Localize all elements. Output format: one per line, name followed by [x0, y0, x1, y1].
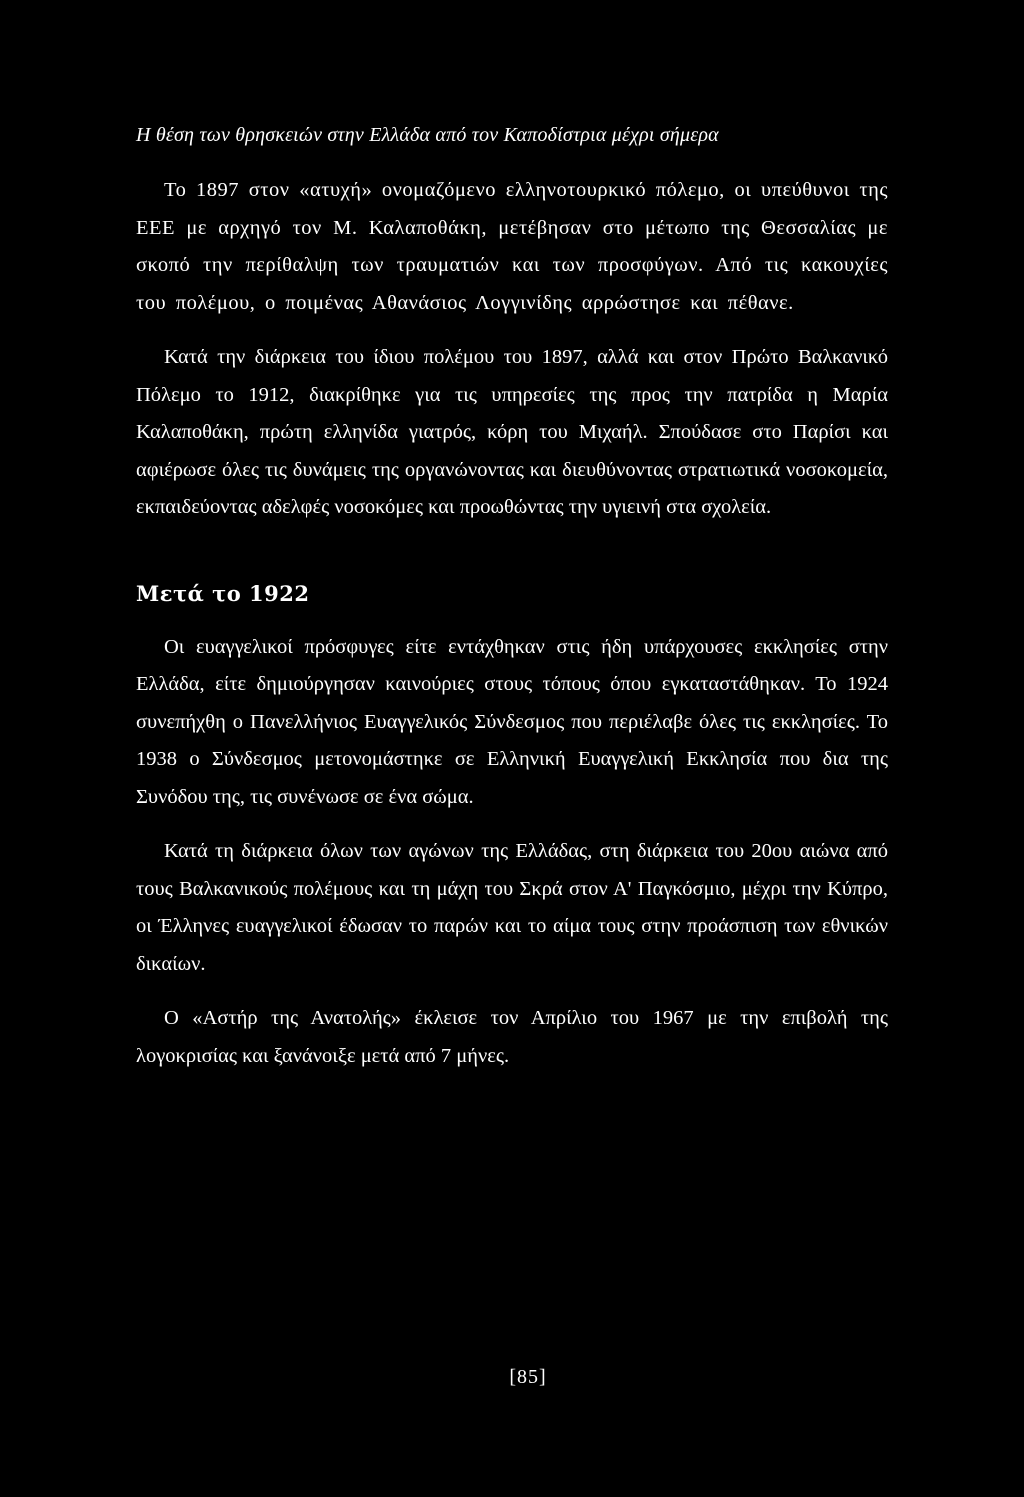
paragraph-refugees: Οι ευαγγελικοί πρόσφυγες είτε εντάχθηκαν στις ήδη υπάρχουσες εκκλησίες στην Ελλάδα, είτε δημιούργησαν καινούριες στους τόπους όπου εγκαταστάθηκαν. Το 1924 συνεπήχθη ο Πανελλήνιος Ευαγγελικός Σύνδεσμος που περιέλαβε όλες τις εκκλησίες. Το 1938 ο Σύνδεσμος μετονομάστηκε σε Ελληνική Ευαγγελική Εκκλησία που δια της Συνόδου της, τις συνένωσε σε ένα σώμα. [136, 635, 888, 808]
paragraph-astir-anatolis: Ο «Αστήρ της Ανατολής» έκλεισε τον Απρίλιο του 1967 με την επιβολή της λογοκρισίας και ξανάνοιξε μετά από 7 μήνες. [136, 1007, 888, 1067]
page-number: [85] [509, 1366, 547, 1388]
page-body [136, 172, 888, 1075]
running-header: Η θέση των θρησκειών στην Ελλάδα από τον Καποδίστρια μέχρι σήμερα [136, 124, 719, 146]
paragraph-1897-war: Το 1897 στον «ατυχή» ονομαζόμενο ελληνοτουρκικό πόλεμο, οι υπεύθυνοι της ΕΕΕ με αρχηγό τον Μ. Καλαποθάκη, μετέβησαν στο μέτωπο της Θεσσαλίας με σκοπό την περίθαλψη των τραυματιών και των προσφύγων. Από τις κακουχίες του πολέμου, ο ποιμένας Αθανάσιος Λογγινίδης αρρώστησε και πέθανε. [136, 179, 888, 314]
paragraph-struggles: Κατά τη διάρκεια όλων των αγώνων της Ελλάδας, στη διάρκεια του 20ου αιώνα από τους Βαλκανικούς πολέμους και τη μάχη του Σκρά στον Α' Παγκόσμιο, μέχρι την Κύπρο, οι Έλληνες ευαγγελικοί έδωσαν το παρών και το αίμα τους στην προάσπιση των εθνικών δικαίων. [136, 840, 888, 975]
section-heading: Μετά το 1922 [136, 580, 310, 606]
paragraph-maria-kalapothaki: Κατά την διάρκεια του ίδιου πολέμου του 1897, αλλά και στον Πρώτο Βαλκανικό Πόλεμο το 1912, διακρίθηκε για τις υπηρεσίες της προς την πατρίδα η Μαρία Καλαποθάκη, πρώτη ελληνίδα γιατρός, κόρη του Μιχαήλ. Σπούδασε στο Παρίσι και αφιέρωσε όλες τις δυνάμεις της οργανώνοντας και διευθύνοντας στρατιωτικά νοσοκομεία, εκπαιδεύοντας αδελφές νοσοκόμες και προωθώντας την υγιεινή στα σχολεία. [136, 346, 888, 518]
